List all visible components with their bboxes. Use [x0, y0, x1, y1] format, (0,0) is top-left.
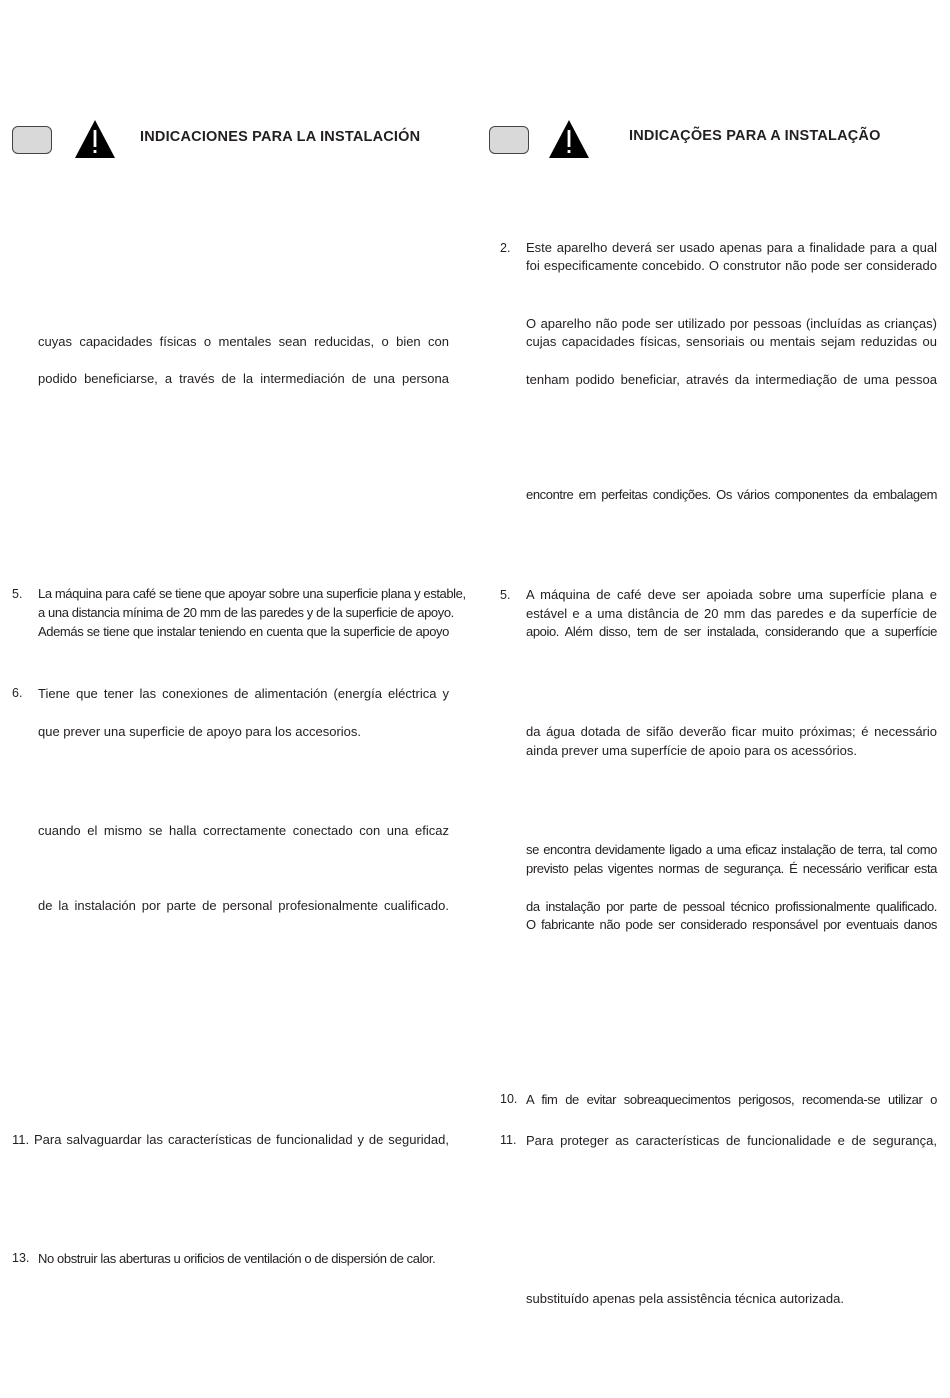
list-number: 5.	[500, 588, 511, 602]
list-item-5-line: La máquina para café se tiene que apoyar sobre una superficie plana y estable,	[38, 586, 466, 601]
language-flag-box-pt	[489, 126, 529, 154]
list-item-11: 11. Para salvaguardar las características de funcionalidad y de seguridad,	[12, 1132, 449, 1147]
paragraph-line: cujas capacidades físicas, sensoriais ou mentais sejam reduzidas ou	[526, 334, 937, 349]
paragraph-line: O fabricante não pode ser considerado responsável por eventuais danos	[526, 917, 937, 932]
list-number: 10.	[500, 1092, 518, 1106]
paragraph-line: O aparelho não pode ser utilizado por pessoas (incluídas as crianças)	[526, 316, 937, 331]
paragraph-line: previsto pelas vigentes normas de segurança. É necessário verificar esta	[526, 861, 937, 876]
language-flag-box-es	[12, 126, 52, 154]
section-heading-pt: INDICAÇÕES PARA A INSTALAÇÃO	[629, 128, 881, 144]
paragraph-line: cuando el mismo se halla correctamente conectado con una eficaz	[38, 823, 449, 838]
paragraph-line: podido beneficiarse, a través de la intermediación de una persona	[38, 371, 449, 386]
paragraph-line: da água dotada de sifão deverão ficar muito próximas; é necessário	[526, 724, 937, 739]
list-item-6-line: Tiene que tener las conexiones de alimentación (energía eléctrica y	[38, 686, 449, 701]
list-item-5-line: A máquina de café deve ser apoiada sobre uma superfície plana e	[526, 587, 937, 602]
list-item-13: No obstruir las aberturas u orificios de ventilación o de dispersión de calor.	[38, 1251, 436, 1266]
paragraph-line: substituído apenas pela assistência técnica autorizada.	[526, 1291, 844, 1306]
paragraph-line: de la instalación por parte de personal profesionalmente cualificado.	[38, 898, 449, 913]
list-item-10: A fim de evitar sobreaquecimentos perigosos, recomenda-se utilizar o	[526, 1092, 937, 1107]
paragraph-line: tenham podido beneficiar, através da intermediação de uma pessoa	[526, 372, 937, 387]
paragraph-line: da instalação por parte de pessoal técnico profissionalmente qualificado.	[526, 899, 937, 914]
list-item-6-line: que prever una superficie de apoyo para los accesorios.	[38, 724, 362, 739]
paragraph-line: encontre em perfeitas condições. Os vários componentes da embalagem	[526, 487, 937, 502]
paragraph-line: cuyas capacidades físicas o mentales sean reducidas, o bien con	[38, 334, 449, 349]
list-item-5-line: estável e a uma distância de 20 mm das paredes e da superfície de	[526, 606, 937, 621]
list-item-5-line: a una distancia mínima de 20 mm de las paredes y de la superficie de apoyo.	[38, 605, 454, 620]
list-item-5-line: apoio. Além disso, tem de ser instalada, considerando que a superfície	[526, 624, 937, 639]
paragraph-line: se encontra devidamente ligado a uma eficaz instalação de terra, tal como	[526, 842, 937, 857]
list-number: 5.	[12, 587, 23, 601]
list-item-5-line: Además se tiene que instalar teniendo en cuenta que la superficie de apoyo	[38, 624, 449, 639]
warning-triangle-icon	[74, 119, 116, 159]
list-number: 2.	[500, 241, 511, 255]
list-item-2-line: Este aparelho deverá ser usado apenas para a finalidade para a qual	[526, 240, 937, 255]
section-heading-es: INDICACIONES PARA LA INSTALACIÓN	[140, 129, 421, 145]
list-number: 6.	[12, 686, 23, 700]
list-item-11: Para proteger as características de funcionalidade e de segurança,	[526, 1133, 937, 1148]
list-item-2-line: foi especificamente concebido. O construtor não pode ser considerado	[526, 258, 937, 273]
paragraph-line: ainda prever uma superfície de apoio para os acessórios.	[526, 743, 857, 758]
warning-triangle-icon	[548, 119, 590, 159]
list-number: 11.	[500, 1133, 517, 1147]
list-number: 13.	[12, 1251, 30, 1265]
